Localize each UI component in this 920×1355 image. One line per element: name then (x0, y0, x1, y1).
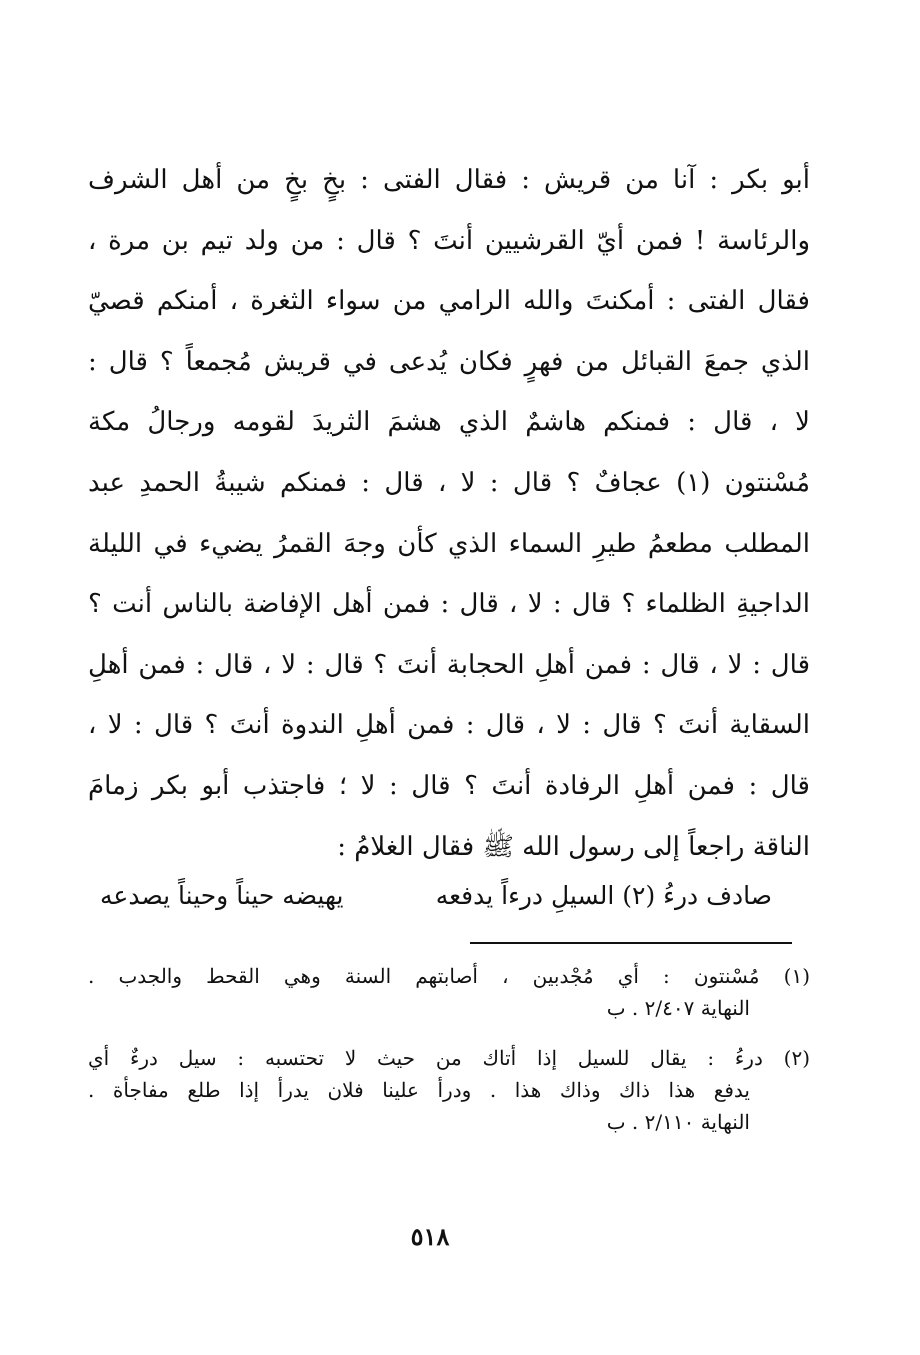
footnote-1 (88, 960, 810, 1024)
text-line: والرئاسة ! فمن أيّ القرشيين أنتَ ؟ قال : من ولد تيم بن مرة ، (88, 225, 810, 256)
text-line: المطلب مطعمُ طيرِ السماء الذي كأن وجهَ القمرُ يضيء في الليلة (88, 528, 810, 559)
main-text (88, 150, 810, 877)
text-line: الناقة راجعاً إلى رسول الله ﷺ فقال الغلامُ : (337, 831, 810, 862)
verse-first-hemistich: صادف درءُ (٢) السيلِ درءاً يدفعه (435, 880, 772, 910)
footnote-line: (١) مُسْنتون : أي مُجْدبين ، أصابتهم السنة وهي القحط والجدب . (88, 964, 810, 988)
poetry-verse (100, 870, 772, 920)
footnote-line: (٢) درءُ : يقال للسيل إذا أتاك من حيث لا تحتسبه : سيل درءٌ أي (88, 1046, 810, 1070)
footnote-line: يدفع هذا ذاك وذاك هذا . ودرأ علينا فلان يدرأ إذا طلع مفاجأة . (88, 1078, 750, 1102)
verse-second-hemistich: يهيضه حيناً وحيناً يصدعه (100, 880, 344, 910)
text-line: قال : لا ، قال : فمن أهلِ الحجابة أنتَ ؟ قال : لا ، قال : فمن أهلِ (88, 649, 810, 680)
text-line: فقال الفتى : أمكنتَ والله الرامي من سواء الثغرة ، أمنكم قصيّ (88, 286, 810, 317)
text-line: الداجيةِ الظلماء ؟ قال : لا ، قال : فمن أهل الإفاضة بالناس أنت ؟ (88, 589, 810, 620)
footnotes (88, 960, 810, 1156)
footnote-line: النهاية ٢/١١٠ . ب (606, 1110, 750, 1134)
page-number: ٥١٨ (410, 1222, 450, 1251)
text-line: الذي جمعَ القبائل من فهرٍ فكان يُدعى في قريش مُجمعاً ؟ قال : (88, 346, 810, 377)
footnote-separator (470, 942, 792, 944)
footnote-line: النهاية ٢/٤٠٧ . ب (606, 996, 750, 1020)
text-line: السقاية أنتَ ؟ قال : لا ، قال : فمن أهلِ الندوة أنتَ ؟ قال : لا ، (88, 710, 810, 741)
text-line: لا ، قال : فمنكم هاشمٌ الذي هشمَ الثريدَ لقومه ورجالُ مكة (88, 407, 810, 438)
footnote-2 (88, 1042, 810, 1138)
text-line: مُسْنتون (١) عجافٌ ؟ قال : لا ، قال : فمنكم شيبةُ الحمدِ عبد (88, 467, 810, 498)
text-line: أبو بكر : آنا من قريش : فقال الفتى : بخٍ بخٍ من أهل الشرف (88, 165, 810, 195)
text-line: قال : فمن أهلِ الرفادة أنتَ ؟ قال : لا ؛ فاجتذب أبو بكر زمامَ (88, 770, 810, 801)
